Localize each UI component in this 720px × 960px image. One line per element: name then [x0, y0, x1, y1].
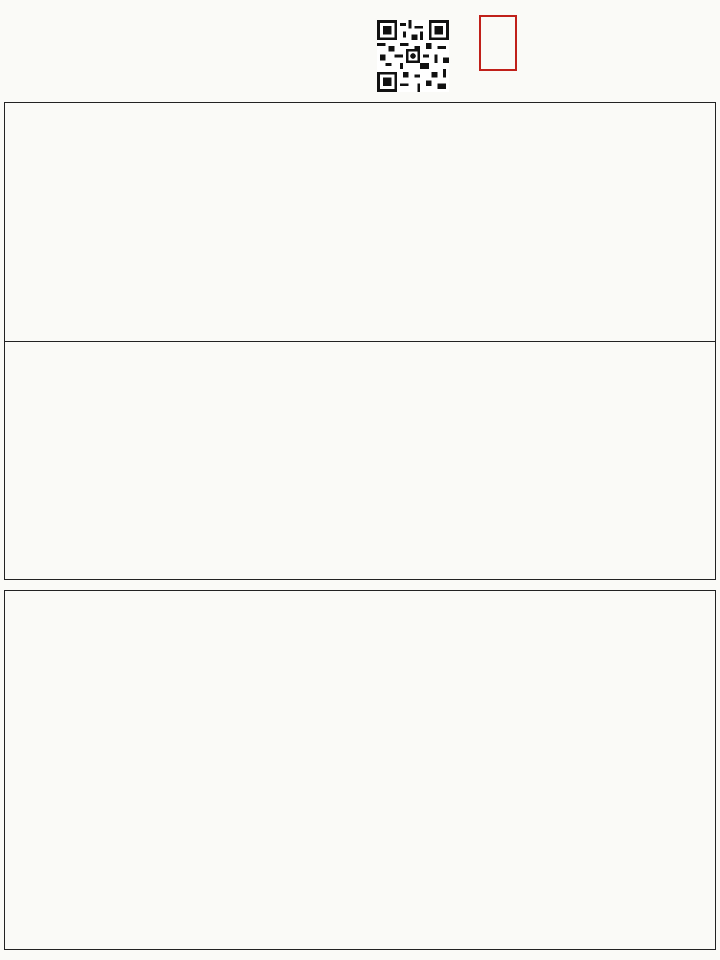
header-info: [10, 9, 370, 24]
dai-van-table: [4, 342, 716, 580]
annual-years-table: [4, 590, 716, 950]
qr-code-icon: [377, 20, 449, 92]
four-pillars-table: [4, 102, 716, 342]
red-seal-stamp: [479, 15, 517, 71]
